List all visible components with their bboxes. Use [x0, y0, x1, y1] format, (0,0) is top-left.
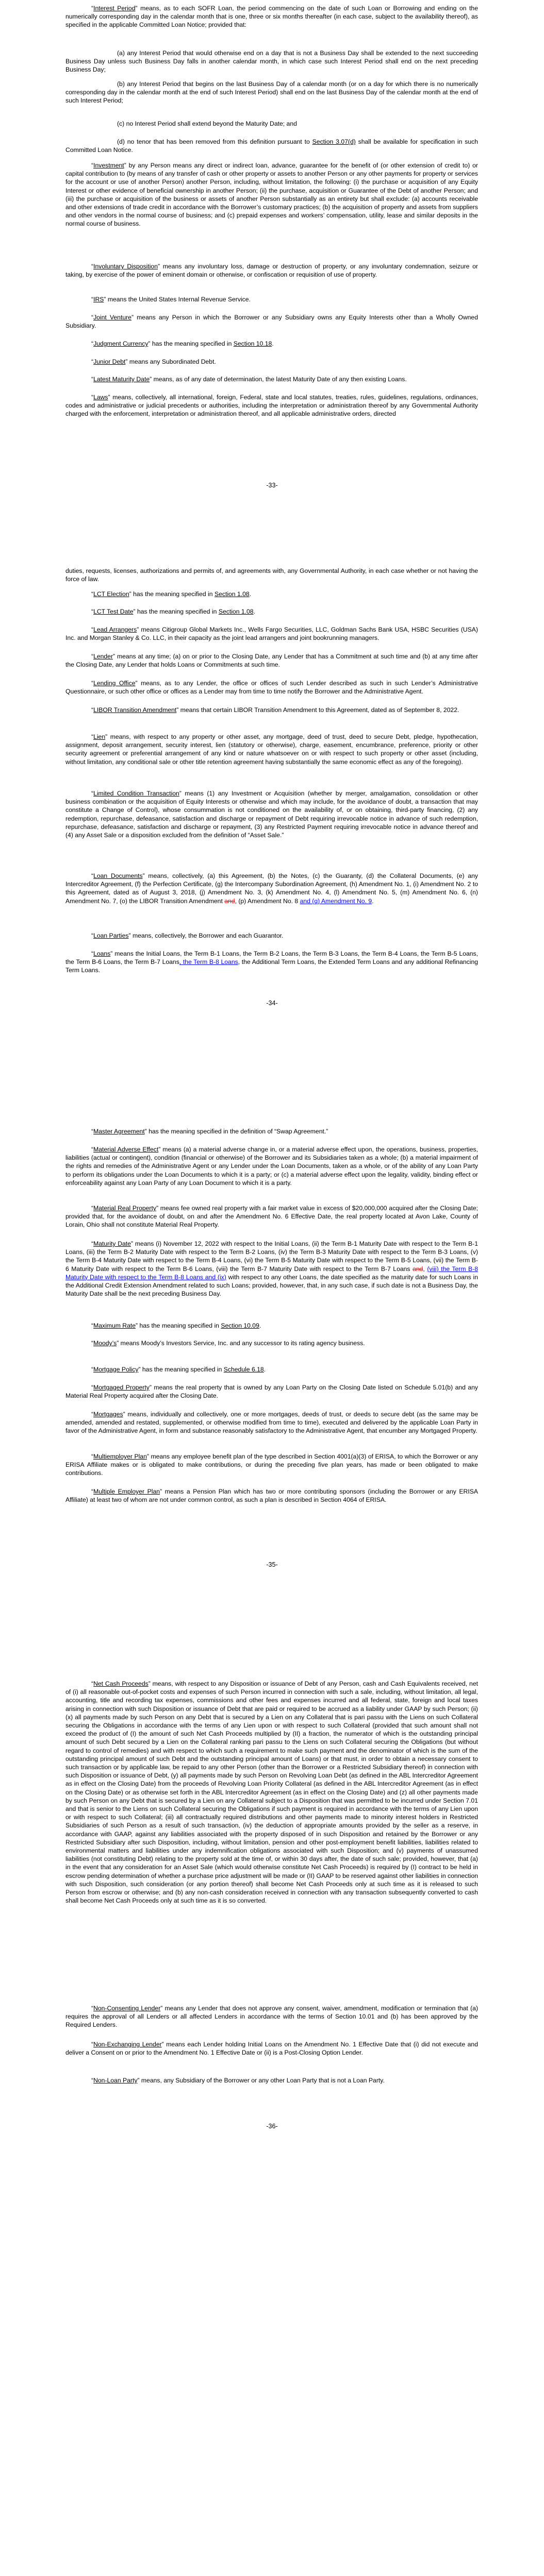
definition-lender: “Lender” means at any time; (a) on or prior to the Closing Date, any Lender that has a Commitment at such time and (b) at any time after the Closing Date, any Lender that holds Loans or Commitments at such time. [65, 653, 478, 669]
definition-net-cash-proceeds: “Net Cash Proceeds” means, with respect to any Disposition or issuance of Debt of any Person, cash and Cash Equivalents received, net of (i) all reasonable out-of-pocket costs and expenses of such Person incurred in connection with such a sale, including, without limitation, all legal, accounting, title and recording tax expenses, commissions and other fees and expenses incurred and all federal, state, foreign and local taxes arising in connection with such Disposition or issuance of Debt that are paid or required to be accrued as a liability under GAAP by such Person; (ii)(x) all payments made by such Person on any Debt that is secured by a Lien on any Collateral that is pari passu with the Liens on such Collateral securing the Obligations in accordance with the terms of any Lien upon or with respect to such Collateral (provided that such amount shall not exceed the product of (I) the amount of such Net Cash Proceeds multiplied by (II) a fraction, the numerator of which is the outstanding principal amount of such Debt secured by a Lien on the Collateral ranking pari passu to the Liens on such Collateral securing the Obligations (but without regard to control of remedies) and with respect to which such a requirement to make such payment and the denominator of which is the sum of the outstanding principal amount of such Debt and the outstanding principal amount of Loans) or that must, in order to obtain a necessary consent to such transaction or by applicable law, be repaid to any other Person (other than the Borrower or a Restricted Subsidiary thereof) in connection with such Disposition or issuance of Debt, (y) all payments made by such Person on Revolving Loan Debt (as defined in the ABL Intercreditor Agreement as in effect on the Closing Date) from the proceeds of Revolving Loan Priority Collateral (as defined in the ABL Intercreditor Agreement (as in effect on the Closing Date) or as otherwise set forth in the ABL Intercreditor Agreement (as in effect on the Closing Date) and (z) all other payments made by such Person on any Debt that is secured by a Lien on any Collateral subject to a Disposition that was permitted to be incurred under Section 7.01 and that is senior to the Liens on such Collateral securing the Obligations if such payment is required in accordance with the terms of any Lien upon or with respect to such Collateral; (iii) all contractually required distributions and other payments made to minority interest holders in Restricted Subsidiaries of such Person as a result of such transaction, (iv) the deduction of appropriate amounts provided by the seller as a reserve, in accordance with GAAP, against any liabilities associated with the property disposed of in such Disposition and retained by the Borrower or any Restricted Subsidiary after such Disposition, including, without limitation, pension and other post-employment benefit liabilities, liabilities related to environmental matters and liabilities under any indemnification obligations associated with such Disposition; and (v) payments of unassumed liabilities (not constituting Debt) relating to the property sold at the time of, or within 30 days after, the date of such sale; provided, however, that (a) in the event that any consideration for an Asset Sale (which would otherwise constitute Net Cash Proceeds) is required by (I) contract to be held in escrow pending determination of whether a purchase price adjustment will be made or (II) GAAP to be reserved against other liabilities in connection with such Disposition, such consideration (or any portion thereof) shall become Net Cash Proceeds only at such time as it is released to such Person from escrow or otherwise; and (b) any non-cash consideration received in connection with any transaction subsequently converted to cash shall become Net Cash Proceeds only at such time as it is so converted. [65, 1680, 478, 1905]
definition-multiemployer-plan: “Multiemployer Plan” means any employee benefit plan of the type described in Section 4001(a)(3) of ERISA, to which the Borrower or any ERISA Affiliate makes or is obligated to make contributions, or during the preceding five plan years, has made or been obligated to make contributions. [65, 1453, 478, 1477]
definition-lct-test-date: “LCT Test Date” has the meaning specified in Section 1.08. [91, 608, 255, 615]
interest-period-clause-b: (b) any Interest Period that begins on the last Business Day of a calendar month (or on a day for which there is no numerically corresponding day in the calendar month at the end of such Interest Period) shall end on the last Business Day of the calendar month at the end of such Interest Period; [65, 80, 478, 105]
definition-loans: “Loans” means the Initial Loans, the Term B-1 Loans, the Term B-2 Loans, the Term B-3 Loans, the Term B-4 Loans, the Term B-5 Loans, the Term B-6 Loans, the Term B-7 Loans, the Term B-8 Loans, the Additional Term Loans, the Extended Term Loans and any additional Refinancing Term Loans. [65, 950, 479, 974]
interest-period-clause-c: (c) no Interest Period shall extend beyond the Maturity Date; and [117, 120, 297, 127]
definition-involuntary-disposition: “Involuntary Disposition” means any involuntary loss, damage or destruction of property, or any involuntary condemnation, seizure or taking, by exercise of the power of eminent domain or otherwise, or confiscation or requisition of use of property. [65, 263, 478, 279]
definition-limited-condition-transaction: “Limited Condition Transaction” means (1) any Investment or Acquisition (whether by merger, amalgamation, consolidation or other business combination or the acquisition of Equity Interests or otherwise and which may include, for the avoidance of doubt, a transaction that may constitute a Change of Control), whose consummation is not conditioned on the availability of, or on obtaining, third-party financing, (2) any redemption, repurchase, defeasance, satisfaction and discharge or repayment of Debt requiring irrevocable notice in advance of such redemption, repurchase, defeasance, satisfaction and discharge or repayment, (3) any Restricted Payment requiring irrevocable notice in advance thereof and (4) any Asset Sale or a disposition excluded from the definition of “Asset Sale.” [65, 790, 479, 839]
definition-interest-period: “Interest Period” means, as to each SOFR Loan, the period commencing on the date of such Loan or Borrowing and ending on the numerically corresponding day in the calendar month that is one, three or six months thereafter (in each case, subject to the availability thereof), as specified in the applicable Committed Loan Notice; provided that: [65, 5, 478, 29]
definition-laws: “Laws” means, collectively, all international, foreign, Federal, state and local statutes, treaties, rules, guidelines, regulations, ordinances, codes and administrative or judicial precedents or authorities, including the interpretation or administration thereof by any Governmental Authority charged with the enforcement, interpretation or administration thereof, and all applicable administrative orders, directed [65, 394, 478, 418]
definition-multiple-employer-plan: “Multiple Employer Plan” means a Pension Plan which has two or more contributing sponsors (including the Borrower or any ERISA Affiliate) at least two of whom are not under common control, as such a plan is described in Section 4064 of ERISA. [65, 1488, 478, 1504]
definition-lending-office: “Lending Office” means, as to any Lender, the office or offices of such Lender described as such in such Lender’s Administrative Questionnaire, or such other office or offices as a Lender may from time to time notify the Borrower and the Administrative Agent. [65, 680, 479, 696]
definition-libor-transition-amendment: “LIBOR Transition Amendment” means that certain LIBOR Transition Amendment to this Agreement, dated as of September 8, 2022. [91, 706, 459, 714]
definition-junior-debt: “Junior Debt” means any Subordinated Debt. [91, 358, 216, 365]
definition-material-adverse-effect: “Material Adverse Effect” means (a) a material adverse change in, or a material adverse effect upon, the operations, business, properties, liabilities (actual or contingent), condition (financial or otherwise) of the Borrower and its Subsidiaries taken as a whole; (b) a material impairment of the rights and remedies of the Administrative Agent or any Lender under the Loan Documents, taken as a whole, or of the ability of any Loan Party to perform its obligations under the Loan Documents to which it is a party; or (c) a material adverse effect upon the legality, validity, binding effect or enforceability against any Loan Party of any Loan Document to which it is a party. [65, 1146, 478, 1187]
definition-mortgage-policy: “Mortgage Policy” has the meaning specified in Schedule 6.18. [91, 1366, 266, 1373]
definition-loan-documents: “Loan Documents” means, collectively, (a) this Agreement, (b) the Notes, (c) the Guaranty, (d) the Collateral Documents, (e) any Intercreditor Agreement, (f) the Perfection Certificate, (g) the Intercompany Subordination Agreement, (h) Amendment No. 1, (i) Amendment No. 2 to this Agreement, dated as of August 3, 2018, (j) Amendment No. 3, (k) Amendment No. 4, (l) Amendment No. 5, (m) Amendment No. 6, (n) Amendment No. 7, (o) the LIBOR Transition Amendment and, (p) Amendment No. 8 and (q) Amendment No. 9. [65, 872, 479, 905]
definition-maturity-date: “Maturity Date” means (i) November 12, 2022 with respect to the Initial Loans, (ii) the Term B-1 Maturity Date with respect to the Term B-1 Loans, (iii) the Term B-2 Maturity Date with respect to the Term B-2 Loans, (iv) the Term B-3 Maturity Date with respect to the Term B-3 Loans, (v) the Term B-4 Maturity Date with respect to the Term B-4 Loans, (vi) the Term B-5 Maturity Date with respect to the Term B-5 Loans, (vii) the Term B-6 Maturity Date with respect to the Term B-6 Loans, (viii) the Term B-7 Maturity Date with respect to the Term B-7 Loans and, (viii) the Term B-8 Maturity Date with respect to the Term B-8 Loans and (ix) with respect to any other Loans, the date specified as the maturity date for such Loans in the Additional Credit Extension Amendment related to such Loans; provided, however, that, in any such case, if such date is not a Business Day, the Maturity Date shall be the next preceding Business Day. [65, 1240, 479, 1298]
definition-non-consenting-lender: “Non-Consenting Lender” means any Lender that does not approve any consent, waiver, amendment, modification or termination that (a) requires the approval of all Lenders or all affected Lenders in accordance with the terms of Section 10.01 and (b) has been approved by the Required Lenders. [65, 2005, 478, 2029]
laws-continuation: duties, requests, licenses, authorizations and permits of, and agreements with, any Governmental Authority, in each case whether or not having the force of law. [65, 567, 478, 583]
page-number: -33- [266, 482, 278, 489]
page-number: -35- [266, 1561, 278, 1568]
page-number: -34- [266, 999, 278, 1007]
interest-period-clause-d: (d) no tenor that has been removed from this definition pursuant to Section 3.07(d) shall be available for specification in such Committed Loan Notice. [65, 138, 479, 154]
definition-moodys: “Moody’s” means Moody’s Investors Service, Inc. and any successor to its rating agency business. [91, 1340, 365, 1347]
definition-latest-maturity-date: “Latest Maturity Date” means, as of any date of determination, the latest Maturity Date of any then existing Loans. [91, 376, 407, 383]
definition-irs: “IRS” means the United States Internal Revenue Service. [91, 296, 251, 303]
definition-investment: “Investment” by any Person means any direct or indirect loan, advance, guarantee for the benefit of (or other extension of credit to) or capital contribution to (by means of any transfer of cash or other property or assets to another Person or any other payments for property or services for the account or use of another Person) another Person, including, without limitation, the following: (i) the purchase or acquisition of any Equity Interest or other evidence of beneficial ownership in another Person; (ii) the purchase, acquisition or Guarantee of the Debt of another Person; and (iii) the purchase or acquisition of the business or assets of another Person substantially as an entirety but shall exclude: (a) accounts receivable and other extensions of trade credit in accordance with the Borrower’s customary practices; (b) the acquisition of property and assets from suppliers and other vendors in the normal course of business; and (c) prepaid expenses and workers’ compensation, utility, lease and similar deposits in the normal course of business. [65, 162, 478, 228]
definition-joint-venture: “Joint Venture” means any Person in which the Borrower or any Subsidiary owns any Equity Interests other than a Wholly Owned Subsidiary. [65, 314, 478, 330]
definition-mortgages: “Mortgages” means, individually and collectively, one or more mortgages, deeds of trust, or deeds to secure debt (as the same may be amended, amended and restated, supplemented, or otherwise modified from time to time), executed and delivered by the applicable Loan Party in favor of the Administrative Agent, in form and substance reasonably satisfactory to the Administrative Agent, that encumber any Mortgaged Property. [65, 1411, 478, 1435]
interest-period-clause-a: (a) any Interest Period that would otherwise end on a day that is not a Business Day shall be extended to the next succeeding Business Day unless such Business Day falls in another calendar month, in which case such Interest Period shall end on the next preceding Business Day; [65, 49, 478, 74]
definition-material-real-property: “Material Real Property” means fee owned real property with a fair market value in excess of $20,000,000 acquired after the Closing Date; provided that, for the avoidance of doubt, on and after the Amendment No. 6 Effective Date, the real property located at Avon Lake, County of Lorain, Ohio shall not constitute Material Real Property. [65, 1205, 478, 1229]
definition-mortgaged-property: “Mortgaged Property” means the real property that is owned by any Loan Party on the Closing Date listed on Schedule 5.01(b) and any Material Real Property acquired after the Closing Date. [65, 1384, 478, 1400]
definition-maximum-rate: “Maximum Rate” has the meaning specified in Section 10.09. [91, 1322, 261, 1329]
definition-non-exchanging-lender: “Non-Exchanging Lender” means each Lender holding Initial Loans on the Amendment No. 1 Effective Date that (i) did not execute and deliver a Consent on or prior to the Amendment No. 1 Effective Date or (ii) is a Post-Closing Option Lender. [65, 2041, 478, 2057]
page-number: -36- [266, 2123, 278, 2130]
definition-lead-arrangers: “Lead Arrangers” means Citigroup Global Markets Inc., Wells Fargo Securities, LLC, Goldman Sachs Bank USA, HSBC Securities (USA) Inc. and Morgan Stanley & Co. LLC, in their capacity as the joint lead arrangers and joint bookrunning managers. [65, 626, 478, 642]
definition-loan-parties: “Loan Parties” means, collectively, the Borrower and each Guarantor. [91, 932, 284, 939]
definition-judgment-currency: “Judgment Currency” has the meaning specified in Section 10.18. [91, 340, 274, 347]
definition-lct-election: “LCT Election” has the meaning specified in Section 1.08. [91, 590, 252, 598]
definition-non-loan-party: “Non-Loan Party” means, any Subsidiary of the Borrower or any other Loan Party that is not a Loan Party. [91, 2077, 385, 2084]
definition-lien: “Lien” means, with respect to any property or other asset, any mortgage, deed of trust, deed to secure Debt, pledge, hypothecation, assignment, deposit arrangement, security interest, lien (statutory or otherwise), charge, easement, encumbrance, preference, priority or other security agreement or preferential arrangement of any kind or nature whatsoever on or with respect to such property or other asset (including, without limitation, any conditional sale or other title retention agreement having substantially the same economic effect as any of the foregoing). [65, 733, 478, 766]
definition-master-agreement: “Master Agreement” has the meaning specified in the definition of “Swap Agreement.” [91, 1128, 328, 1135]
